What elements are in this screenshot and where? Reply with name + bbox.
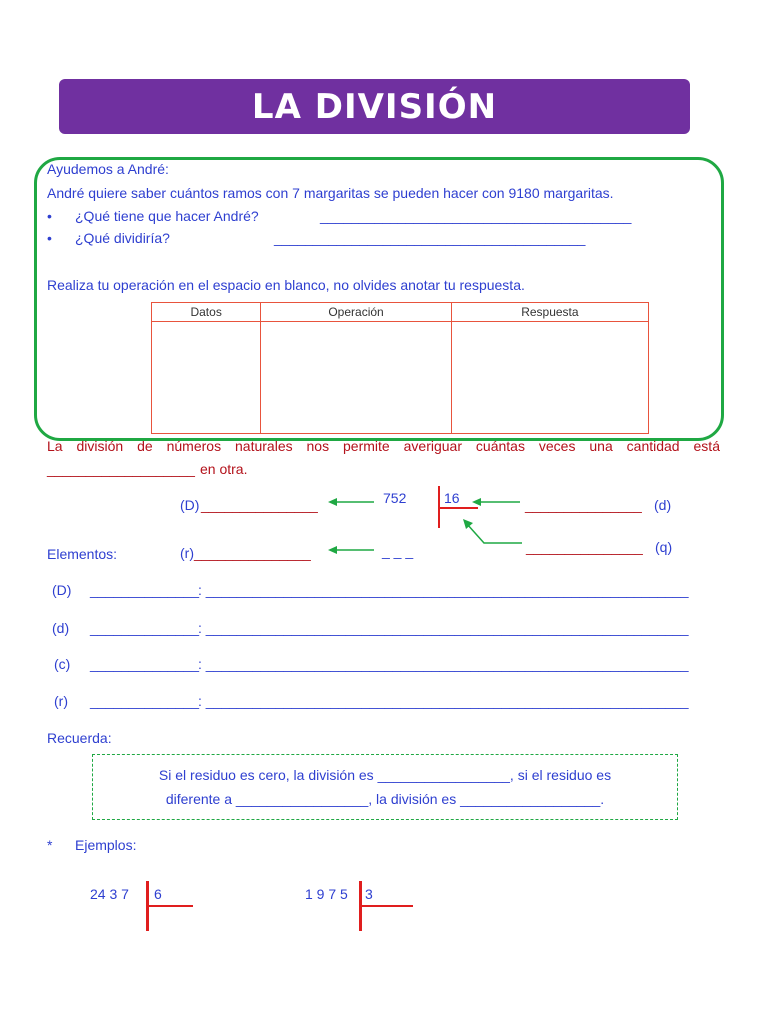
element-label-d-upper: (D) xyxy=(52,582,72,598)
dividend-label: (D) xyxy=(180,497,200,513)
table-header-operacion: Operación xyxy=(261,303,451,322)
dividend-value: 752 xyxy=(383,490,407,506)
title-banner xyxy=(59,79,690,134)
table-header-datos: Datos xyxy=(152,303,261,322)
element-name-blank[interactable]: ______________ xyxy=(90,656,200,672)
remainder-dashes: _ _ _ xyxy=(382,543,414,559)
divisor-blank[interactable]: _______________ xyxy=(525,497,642,513)
quotient-label: (q) xyxy=(655,539,673,555)
element-name-blank[interactable]: ______________ xyxy=(90,582,200,598)
page-title: LA DIVISIÓN xyxy=(251,86,498,127)
example-2-dividend: 1 9 7 5 xyxy=(305,886,348,902)
question-1: ¿Qué tiene que hacer André? xyxy=(75,208,259,224)
question-2: ¿Qué dividiría? xyxy=(75,230,170,246)
remainder-label: (r) xyxy=(180,545,194,561)
element-desc-blank[interactable]: : ______________________________________________________________ xyxy=(198,620,689,636)
definition-line-1: La división de números naturales nos permite averiguar cuántas veces una cantidad está xyxy=(47,438,720,454)
operacion-cell[interactable] xyxy=(261,322,451,434)
quotient-blank[interactable]: _______________ xyxy=(526,539,643,555)
dividend-blank[interactable]: _______________ xyxy=(201,497,318,513)
example-1-bracket-horizontal xyxy=(146,905,193,907)
work-table xyxy=(151,302,649,434)
respuesta-cell[interactable] xyxy=(451,322,648,434)
elements-label: Elementos: xyxy=(47,546,118,562)
table-header-respuesta: Respuesta xyxy=(451,303,648,322)
bullet-1: • xyxy=(47,208,52,224)
element-desc-blank[interactable]: : ______________________________________________________________ xyxy=(198,582,689,598)
problem-intro: Ayudemos a André: xyxy=(47,161,169,177)
definition-blank[interactable]: ___________________ xyxy=(47,461,195,477)
element-desc-blank[interactable]: : ______________________________________________________________ xyxy=(198,693,689,709)
recuerda-line-1[interactable]: Si el residuo es cero, la división es _________________, si el residuo es xyxy=(158,767,612,783)
recuerda-line-2[interactable]: diferente a _________________, la división es __________________. xyxy=(165,791,605,807)
divisor-value: 16 xyxy=(444,490,460,506)
remainder-blank[interactable]: _______________ xyxy=(194,545,311,561)
examples-label: Ejemplos: xyxy=(75,837,137,853)
arrow-to-remainder xyxy=(326,542,376,558)
recuerda-box xyxy=(92,754,678,820)
examples-bullet: * xyxy=(47,837,53,853)
recuerda-label: Recuerda: xyxy=(47,730,112,746)
question-1-blank[interactable]: ________________________________________ xyxy=(320,208,632,224)
arrow-to-divisor xyxy=(470,494,522,510)
element-name-blank[interactable]: ______________ xyxy=(90,620,200,636)
definition-end: en otra. xyxy=(200,461,248,477)
question-2-blank[interactable]: ________________________________________ xyxy=(274,230,586,246)
element-label-r: (r) xyxy=(54,693,68,709)
problem-statement: André quiere saber cuántos ramos con 7 margaritas se pueden hacer con 9180 margaritas. xyxy=(47,185,614,201)
bullet-2: • xyxy=(47,230,52,246)
instruction: Realiza tu operación en el espacio en blanco, no olvides anotar tu respuesta. xyxy=(47,277,525,293)
element-desc-blank[interactable]: : ______________________________________________________________ xyxy=(198,656,689,672)
example-2-bracket-horizontal xyxy=(359,905,413,907)
element-label-c: (c) xyxy=(54,656,71,672)
divisor-label: (d) xyxy=(654,497,672,513)
element-name-blank[interactable]: ______________ xyxy=(90,693,200,709)
element-label-d-lower: (d) xyxy=(52,620,70,636)
datos-cell[interactable] xyxy=(152,322,261,434)
arrow-to-dividend xyxy=(326,494,376,510)
example-1-dividend: 24 3 7 xyxy=(90,886,129,902)
arrow-to-quotient xyxy=(460,518,526,548)
example-2-divisor: 3 xyxy=(365,886,373,902)
example-1-divisor: 6 xyxy=(154,886,162,902)
